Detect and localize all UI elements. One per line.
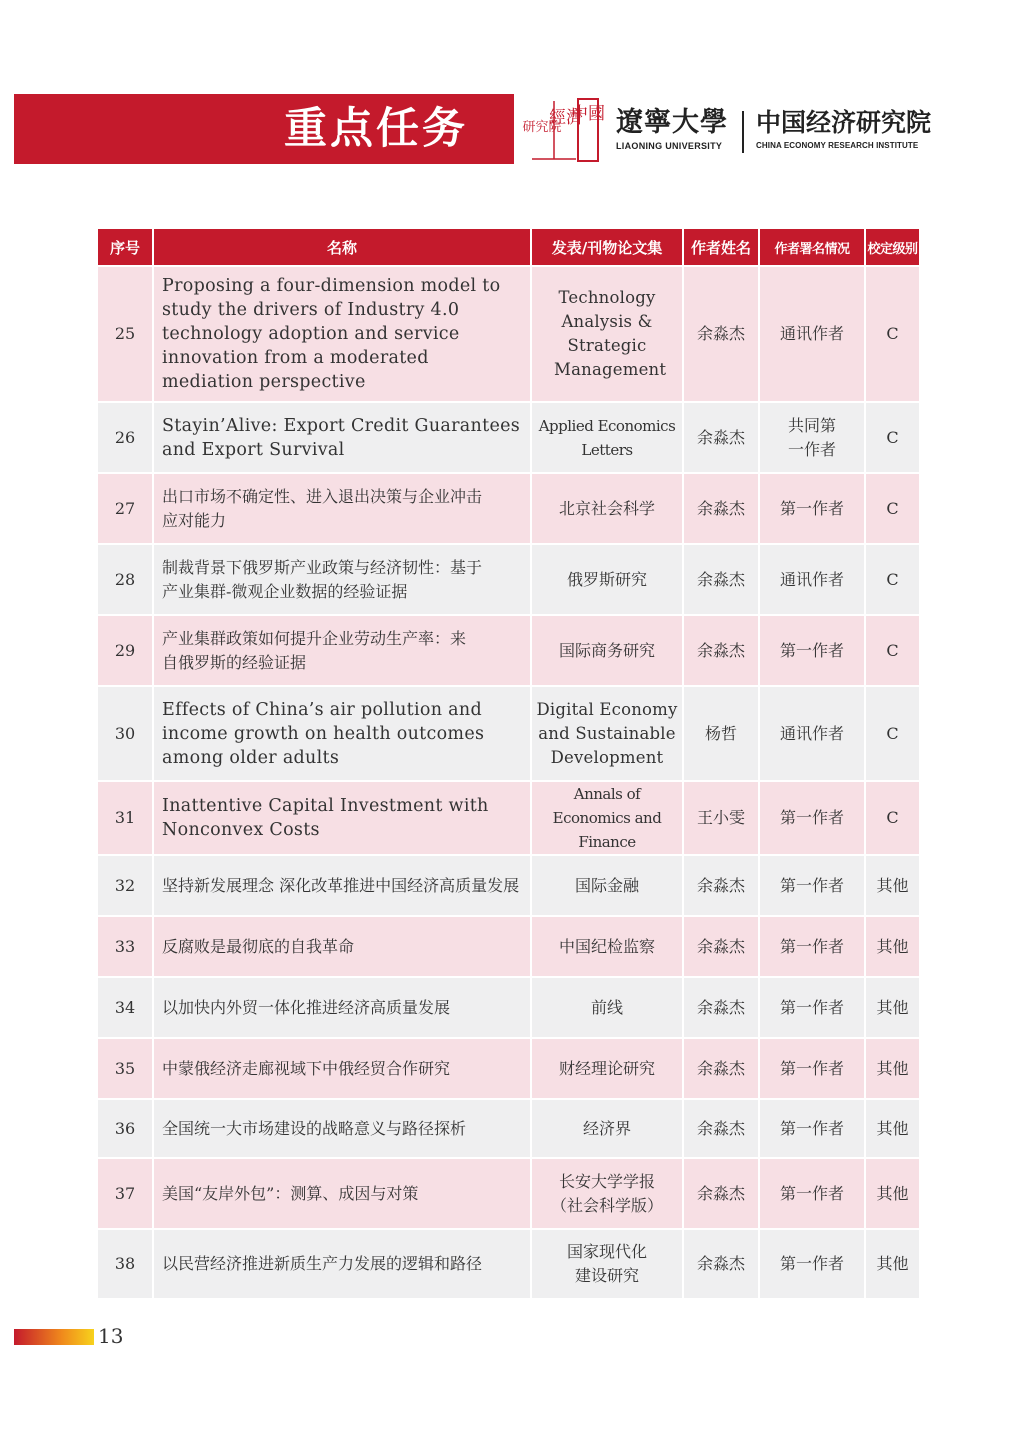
institute-logo bbox=[756, 106, 956, 150]
publications-table bbox=[98, 229, 921, 1298]
row-title: 制裁背景下俄罗斯产业政策与经济韧性：基于产业集群-微观企业数据的经验证据 bbox=[154, 545, 530, 614]
row-venue: 前线 bbox=[532, 978, 682, 1037]
row-level: 其他 bbox=[866, 978, 919, 1037]
row-author: 余淼杰 bbox=[684, 1039, 758, 1098]
seal-char-3: 研究院 bbox=[522, 120, 562, 135]
table-row bbox=[98, 1100, 919, 1157]
row-title: Stayin’Alive: Export Credit Guarantees and Export Survival bbox=[154, 403, 530, 472]
seal-char-2: 經濟 bbox=[549, 108, 583, 128]
row-title: 美国“友岸外包”：测算、成因与对策 bbox=[154, 1159, 530, 1228]
row-venue: 国际金融 bbox=[532, 856, 682, 915]
table-row bbox=[98, 474, 919, 543]
row-author: 余淼杰 bbox=[684, 403, 758, 472]
row-author: 余淼杰 bbox=[684, 1159, 758, 1228]
row-venue: 中国纪检监察 bbox=[532, 917, 682, 976]
table-row bbox=[98, 1039, 919, 1098]
row-no: 38 bbox=[98, 1230, 152, 1298]
institute-name-en: CHINA ECONOMY RESEARCH INSTITUTE bbox=[756, 141, 919, 150]
row-role: 第一作者 bbox=[760, 978, 864, 1037]
row-no: 37 bbox=[98, 1159, 152, 1228]
row-level: C bbox=[866, 616, 919, 685]
row-author: 余淼杰 bbox=[684, 267, 758, 401]
row-no: 28 bbox=[98, 545, 152, 614]
row-role: 第一作者 bbox=[760, 1100, 864, 1157]
row-venue: Annals of Economics and Finance bbox=[532, 782, 682, 854]
seal-char-1: 中國 bbox=[571, 104, 605, 124]
row-level: 其他 bbox=[866, 856, 919, 915]
row-role: 第一作者 bbox=[760, 856, 864, 915]
col-header-level: 校定级别 bbox=[866, 229, 919, 265]
row-venue: 国际商务研究 bbox=[532, 616, 682, 685]
section-title: 重点任务 bbox=[284, 104, 468, 154]
header-divider bbox=[742, 111, 744, 153]
page-number: 13 bbox=[98, 1324, 124, 1348]
row-role: 第一作者 bbox=[760, 1159, 864, 1228]
row-role: 第一作者 bbox=[760, 1230, 864, 1298]
row-no: 29 bbox=[98, 616, 152, 685]
col-header-no: 序号 bbox=[98, 229, 152, 265]
row-title: 以加快内外贸一体化推进经济高质量发展 bbox=[154, 978, 530, 1037]
table-row bbox=[98, 978, 919, 1037]
row-role: 通讯作者 bbox=[760, 687, 864, 780]
row-level: 其他 bbox=[866, 1039, 919, 1098]
row-title: 坚持新发展理念 深化改革推进中国经济高质量发展 bbox=[154, 856, 530, 915]
table-row bbox=[98, 917, 919, 976]
row-venue: 北京社会科学 bbox=[532, 474, 682, 543]
row-title: 产业集群政策如何提升企业劳动生产率：来自俄罗斯的经验证据 bbox=[154, 616, 530, 685]
row-level: C bbox=[866, 545, 919, 614]
row-author: 余淼杰 bbox=[684, 474, 758, 543]
row-role: 第一作者 bbox=[760, 917, 864, 976]
col-header-role: 作者署名情况 bbox=[760, 229, 864, 265]
row-no: 26 bbox=[98, 403, 152, 472]
table-row bbox=[98, 687, 919, 780]
row-author: 余淼杰 bbox=[684, 978, 758, 1037]
row-role: 通讯作者 bbox=[760, 267, 864, 401]
row-author: 王小雯 bbox=[684, 782, 758, 854]
row-no: 34 bbox=[98, 978, 152, 1037]
row-author: 余淼杰 bbox=[684, 917, 758, 976]
row-venue: 俄罗斯研究 bbox=[532, 545, 682, 614]
row-title: Inattentive Capital Investment with Nonconvex Costs bbox=[154, 782, 530, 854]
row-role: 第一作者 bbox=[760, 616, 864, 685]
row-author: 余淼杰 bbox=[684, 1100, 758, 1157]
university-logo bbox=[616, 106, 736, 151]
row-no: 36 bbox=[98, 1100, 152, 1157]
row-author: 杨哲 bbox=[684, 687, 758, 780]
row-role: 第一作者 bbox=[760, 782, 864, 854]
row-title: 中蒙俄经济走廊视域下中俄经贸合作研究 bbox=[154, 1039, 530, 1098]
institute-name: 中国经济研究院 bbox=[756, 108, 932, 137]
col-header-venue: 发表/刊物论文集 bbox=[532, 229, 682, 265]
col-header-author: 作者姓名 bbox=[684, 229, 758, 265]
row-no: 35 bbox=[98, 1039, 152, 1098]
row-role: 共同第一作者 bbox=[760, 403, 864, 472]
section-header-band bbox=[14, 94, 514, 164]
table-row bbox=[98, 1230, 919, 1298]
row-title: Effects of China’s air pollution and income growth on health outcomes among older adults bbox=[154, 687, 530, 780]
table-header-row bbox=[98, 229, 919, 265]
university-name-en: LIAONING UNIVERSITY bbox=[616, 141, 723, 151]
row-title: 反腐败是最彻底的自我革命 bbox=[154, 917, 530, 976]
table-row bbox=[98, 782, 919, 854]
table-row bbox=[98, 403, 919, 472]
row-level: C bbox=[866, 403, 919, 472]
table-row bbox=[98, 545, 919, 614]
row-venue: 经济界 bbox=[532, 1100, 682, 1157]
table-row bbox=[98, 1159, 919, 1228]
table-row bbox=[98, 856, 919, 915]
row-title: 出口市场不确定性、进入退出决策与企业冲击应对能力 bbox=[154, 474, 530, 543]
row-level: 其他 bbox=[866, 917, 919, 976]
row-title: Proposing a four-dimension model to study the drivers of Industry 4.0 technology adoption and service innovation from a moderated mediation perspective bbox=[154, 267, 530, 401]
row-venue: 财经理论研究 bbox=[532, 1039, 682, 1098]
institute-seal-logo bbox=[522, 97, 605, 163]
row-author: 余淼杰 bbox=[684, 545, 758, 614]
row-no: 30 bbox=[98, 687, 152, 780]
row-no: 27 bbox=[98, 474, 152, 543]
footer-gradient-bar bbox=[14, 1329, 94, 1345]
table-row bbox=[98, 267, 919, 401]
row-venue: 国家现代化建设研究 bbox=[532, 1230, 682, 1298]
row-venue: Technology Analysis & Strategic Management bbox=[532, 267, 682, 401]
row-no: 31 bbox=[98, 782, 152, 854]
row-title: 全国统一大市场建设的战略意义与路径探析 bbox=[154, 1100, 530, 1157]
university-name: 遼寧大學 bbox=[616, 107, 728, 138]
row-author: 余淼杰 bbox=[684, 1230, 758, 1298]
row-level: 其他 bbox=[866, 1100, 919, 1157]
row-no: 33 bbox=[98, 917, 152, 976]
table-row bbox=[98, 616, 919, 685]
row-level: 其他 bbox=[866, 1159, 919, 1228]
row-author: 余淼杰 bbox=[684, 616, 758, 685]
row-role: 第一作者 bbox=[760, 474, 864, 543]
row-level: C bbox=[866, 782, 919, 854]
row-role: 第一作者 bbox=[760, 1039, 864, 1098]
row-level: 其他 bbox=[866, 1230, 919, 1298]
col-header-title: 名称 bbox=[154, 229, 530, 265]
row-venue: Applied Economics Letters bbox=[532, 403, 682, 472]
row-no: 25 bbox=[98, 267, 152, 401]
row-role: 通讯作者 bbox=[760, 545, 864, 614]
row-venue: 长安大学学报（社会科学版） bbox=[532, 1159, 682, 1228]
row-no: 32 bbox=[98, 856, 152, 915]
row-level: C bbox=[866, 474, 919, 543]
row-level: C bbox=[866, 687, 919, 780]
row-author: 余淼杰 bbox=[684, 856, 758, 915]
row-venue: Digital Economy and Sustainable Development bbox=[532, 687, 682, 780]
row-title: 以民营经济推进新质生产力发展的逻辑和路径 bbox=[154, 1230, 530, 1298]
row-level: C bbox=[866, 267, 919, 401]
